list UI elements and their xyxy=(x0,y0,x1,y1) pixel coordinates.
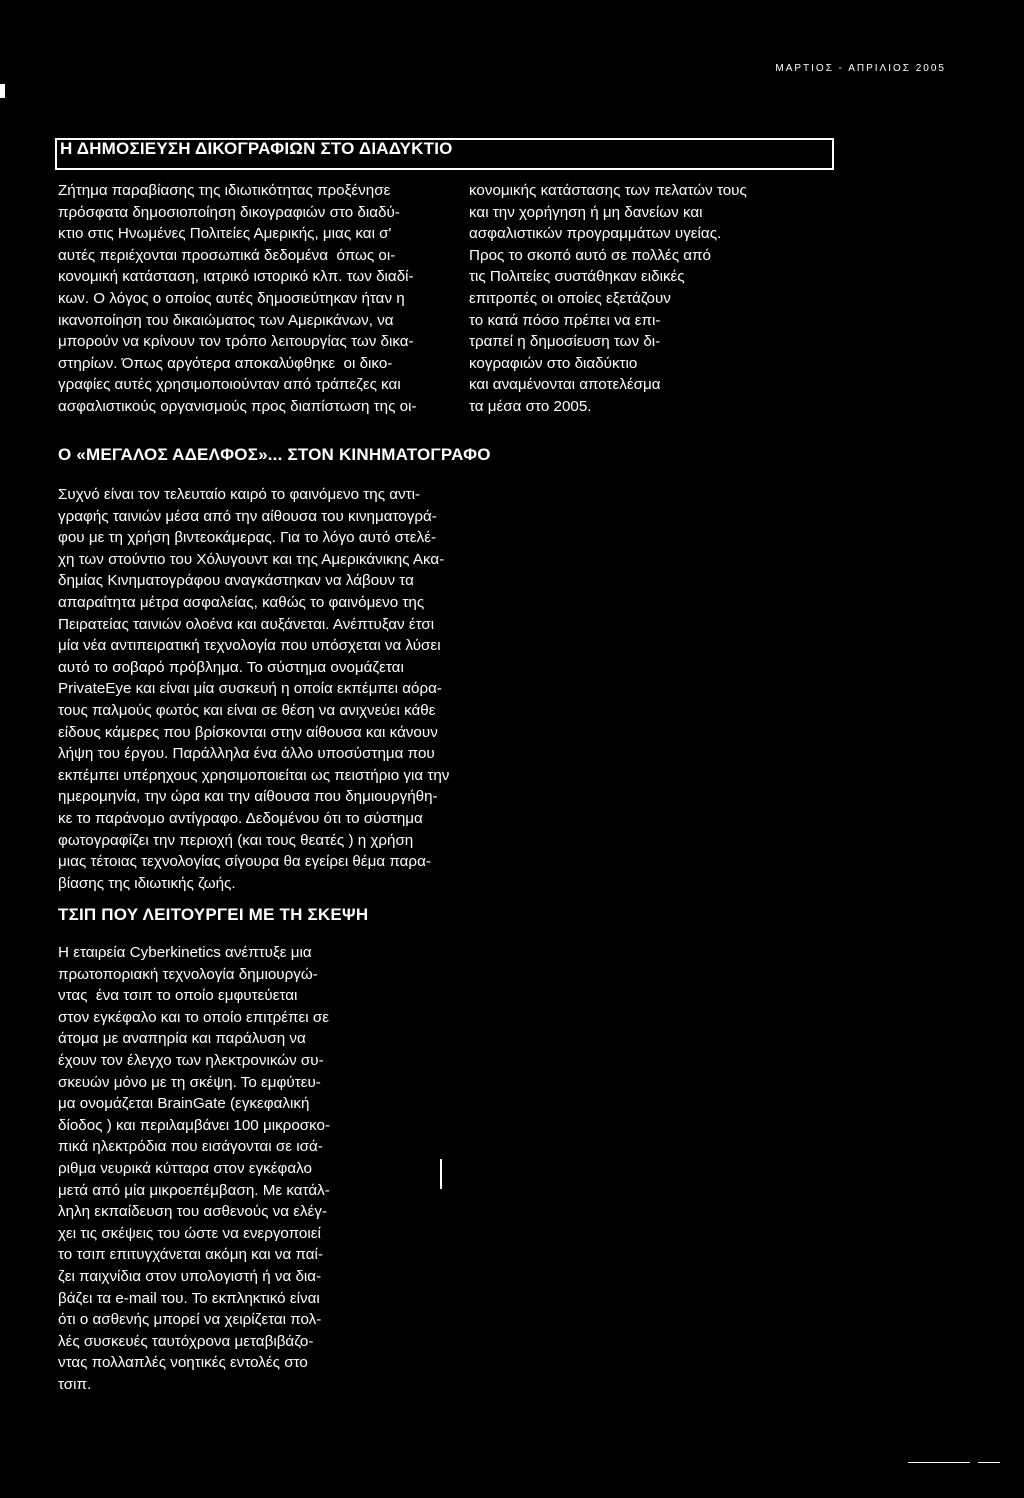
text-line: λές συσκευές ταυτόχρονα μεταβιβάζο- xyxy=(58,1332,314,1350)
article1-right-column xyxy=(469,180,747,418)
article2-title: Ο «ΜΕΓΑΛΟΣ ΑΔΕΛΦΟΣ»... ΣΤΟΝ ΚΙΝΗΜΑΤΟΓΡΑΦΟ xyxy=(58,445,491,464)
text-line: δημίας Κινηματογράφου αναγκάστηκαν να λάβουν τα xyxy=(58,572,414,590)
text-line: Ζήτημα παραβίασης της ιδιωτικότητας προξένησε xyxy=(58,182,391,199)
article3-title: ΤΣΙΠ ΠΟΥ ΛΕΙΤΟΥΡΓΕΙ ΜΕ ΤΗ ΣΚΕΨΗ xyxy=(58,905,369,924)
text-line: φου με τη χρήση βιντεοκάμερας. Για το λόγο αυτό στελέ- xyxy=(58,529,437,547)
footer-rule-2 xyxy=(978,1462,1000,1463)
text-line: ότι ο ασθενής μπορεί να χειρίζεται πολ- xyxy=(58,1311,322,1329)
text-line: ντας πολλαπλές νοητικές εντολές στο xyxy=(58,1354,308,1372)
text-line: χη των στούντιο του Χόλυγουντ και της Αμερικάνικης Ακα- xyxy=(58,550,445,568)
text-line: φωτογραφίζει την περιοχή (και τους θεατές ) η χρήση xyxy=(58,831,414,849)
text-line: κε το παράνομο αντίγραφο. Δεδομένου ότι το σύστημα xyxy=(58,809,423,827)
text-line: κογραφιών στο διαδύκτιο xyxy=(469,354,638,372)
article1-left-column xyxy=(58,180,417,418)
column-rule xyxy=(440,1159,442,1189)
page-edge-mark xyxy=(0,84,5,98)
text-line: ημερομηνία, την ώρα και την αίθουσα που δημιουργήθη- xyxy=(58,788,438,806)
text-line: κων. Ο λόγος ο οποίος αυτές δημοσιεύτηκαν ήταν η xyxy=(58,289,405,307)
text-line: Προς το σκοπό αυτό σε πολλές από xyxy=(469,246,711,264)
text-line: μπορούν να κρίνουν τον τρόπο λειτουργίας των δικα- xyxy=(58,333,414,351)
text-line: βάζει τα e-mail του. Το εκπληκτικό είναι xyxy=(58,1289,320,1307)
text-line: PrivateEye και είναι μία συσκευή η οποία εκπέμπει αόρα- xyxy=(58,680,442,698)
text-line: στηρίων. Όπως αργότερα αποκαλύφθηκε οι δικο- xyxy=(58,354,393,372)
text-line: βίασης της ιδιωτικής ζωής. xyxy=(58,874,236,892)
text-line: γραφής ταινιών μέσα από την αίθουσα του κινηματογρά- xyxy=(58,507,437,525)
text-line: στον εγκέφαλο και το οποίο επιτρέπει σε xyxy=(58,1008,330,1026)
text-line: ασφαλιστικούς οργανισμούς προς διαπίστωση της οι- xyxy=(58,397,417,415)
text-line: το κατά πόσο πρέπει να επι- xyxy=(469,311,661,329)
footer-rule-1 xyxy=(908,1462,970,1463)
text-line: ντας ένα τσιπ το οποίο εμφυτεύεται xyxy=(58,987,298,1005)
text-line: κονομική κατάσταση, ιατρικό ιστορικό κλπ. των διαδί- xyxy=(58,268,414,286)
text-line: είδους κάμερες που βρίσκονται στην αίθουσα και κάνουν xyxy=(58,723,438,741)
text-line: ζει παιχνίδια στον υπολογιστή ή να δια- xyxy=(58,1267,322,1285)
text-line: απαραίτητα μέτρα ασφαλείας, καθώς το φαινόμενο της xyxy=(58,593,425,611)
text-line: λήψη του έργου. Παράλληλα ένα άλλο υποσύστημα που xyxy=(58,745,435,763)
text-line: Πειρατείας ταινιών ολοένα και αυξάνεται. Ανέπτυξαν έτσι xyxy=(58,615,435,633)
running-header: ΜΑΡΤΙΟΣ - ΑΠΡΙΛΙΟΣ 2005 xyxy=(775,63,946,71)
text-line: σκευών μόνο με τη σκέψη. Το εμφύτευ- xyxy=(58,1073,321,1091)
text-line: πρωτοποριακή τεχνολογία δημιουργώ- xyxy=(58,965,318,983)
text-line: έχουν τον έλεγχο των ηλεκτρονικών συ- xyxy=(58,1051,324,1069)
text-line: εκπέμπει υπέρηχους χρησιμοποιείται ως πειστήριο για την xyxy=(58,766,450,784)
text-line: άτομα με αναπηρία και παράλυση να xyxy=(58,1030,306,1048)
text-line: αυτές περιέχονται προσωπικά δεδομένα όπως οι- xyxy=(58,246,396,264)
text-line: αυτό το σοβαρό πρόβλημα. Το σύστημα ονομάζεται xyxy=(58,658,404,676)
article2-body xyxy=(58,484,449,894)
article1-title: Η ΔΗΜΟΣΙΕΥΣΗ ΔΙΚΟΓΡΑΦΙΩΝ ΣΤΟ ΔΙΑΔΥΚΤΙΟ xyxy=(60,139,453,158)
text-line: τσιπ. xyxy=(58,1375,92,1393)
text-line: μετά από μία μικροεπέμβαση. Με κατάλ- xyxy=(58,1181,330,1199)
text-line: και την χορήγηση ή μη δανείων και xyxy=(469,203,703,221)
text-line: ικανοποίηση του δικαιώματος των Αμερικάνων, να xyxy=(58,311,394,329)
text-line: μία νέα αντιπειρατική τεχνολογία που υπόσχεται να λύσει xyxy=(58,637,441,655)
text-line: πικά ηλεκτρόδια που εισάγονται σε ισά- xyxy=(58,1138,323,1156)
text-line: τις Πολιτείες συστάθηκαν ειδικές xyxy=(469,268,685,286)
text-line: ληλη εκπαίδευση του ασθενούς να ελέγ- xyxy=(58,1203,328,1221)
text-line: μα ονομάζεται BrainGate (εγκεφαλική xyxy=(58,1095,310,1113)
text-line: επιτροπές οι οποίες εξετάζουν xyxy=(469,289,671,307)
text-line: ριθμα νευρικά κύτταρα στον εγκέφαλο xyxy=(58,1159,312,1177)
text-line: χει τις σκέψεις του ώστε να ενεργοποιεί xyxy=(58,1224,321,1242)
text-line: και αναμένονται αποτελέσμα xyxy=(469,376,661,394)
article3-body xyxy=(58,942,330,1395)
text-line: κτιο στις Ηνωμένες Πολιτείες Αμερικής, μιας και σ' xyxy=(58,225,392,243)
text-line: ασφαλιστικών προγραμμάτων υγείας. xyxy=(469,225,722,243)
text-line: πρόσφατα δημοσιοποίηση δικογραφιών στο διαδύ- xyxy=(58,203,400,221)
text-line: μιας τέτοιας τεχνολογίας σίγουρα θα εγείρει θέμα παρα- xyxy=(58,853,431,871)
text-line: τα μέσα στο 2005. xyxy=(469,397,592,415)
text-line: τραπεί η δημοσίευση των δι- xyxy=(469,333,661,351)
text-line: δίοδος ) και περιλαμβάνει 100 μικροσκο- xyxy=(58,1116,331,1134)
text-line: Συχνό είναι τον τελευταίο καιρό το φαινόμενο της αντι- xyxy=(58,486,421,503)
text-line: κονομικής κατάστασης των πελατών τους xyxy=(469,182,747,199)
text-line: το τσιπ επιτυγχάνεται ακόμη και να παί- xyxy=(58,1246,323,1264)
text-line: τους παλμούς φωτός και είναι σε θέση να ανιχνεύει κάθε xyxy=(58,701,436,719)
text-line: Η εταιρεία Cyberkinetics ανέπτυξε μια xyxy=(58,944,312,961)
text-line: γραφίες αυτές χρησιμοποιούνταν από τράπεζες και xyxy=(58,376,401,394)
